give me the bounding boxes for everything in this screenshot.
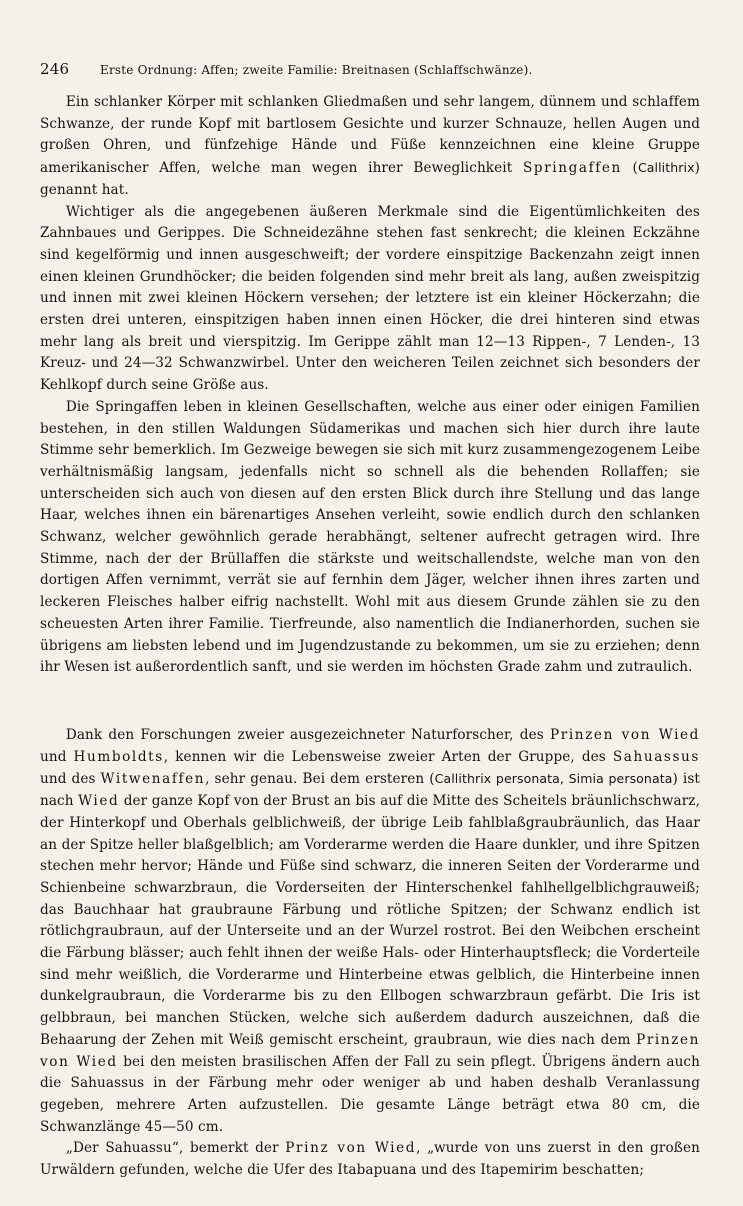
section-sahuassu (40, 725, 700, 1182)
book-page (40, 60, 700, 1206)
paragraph-sahuassu: Dank den Forschungen zweier ausgezeichneter Naturforscher, des Prinzen von Wied und Humboldts, kennen wir die Lebensweise zweier Arten der Gruppe, des Sahuassus und des Witwenaffen, sehr genau. Bei dem ersteren (Callithrix personata, Simia personata) ist nach Wied der ganze Kopf von der Brust an bis auf die Mitte des Scheitels bräunlichschwarz, der Hinterkopf und Oberhals gelblichweiß, der übrige Leib fahlblaßgraubräunlich, das Haar an der Spitze heller blaßgelblich; am Vorderarme werden die Haare dunkler, und ihre Spitzen stechen mehr hervor; Hände und Füße sind schwarz, die inneren Seiten der Vorderarme und Schienbeine schwarzbraun, die Vorderseiten der Hinterschenkel fahlhellgelblichgrauweiß; das Bauchhaar hat graubraune Färbung und rötliche Spitzen; der Schwanz endlich ist rötlichgraubraun, auf der Unterseite und an der Wurzel rostrot. Bei den Weibchen erscheint die Färbung blässer; auch fehlt ihnen der weiße Hals- oder Hinterhauptsfleck; die Vorderteile sind mehr weißlich, die Vorderarme und Hinterbeine etwas gelblich, die Hinterbeine innen dunkelgraubraun, die Vorderarme bis zu den Ellbogen schwarzbraun gefärbt. Die Iris ist gelbbraun, bei manchen Stücken, welche sich außerdem dadurch auszeichnen, daß die Behaarung der Zehen mit Weiß gemischt erscheint, graubraun, wie dies nach dem Prinzen von Wied bei den meisten brasilischen Affen der Fall zu sein pflegt. Übrigens ändern auch die Sahuassus in der Färbung mehr oder weniger ab und haben deshalb Veranlassung gegeben, mehrere Arten aufzustellen. Die gesamte Länge beträgt etwa 80 cm, die Schwanzlänge 45—50 cm. (40, 726, 700, 1135)
paragraph-anatomy: Wichtiger als die angegebenen äußeren Merkmale sind die Eigentümlichkeiten des Zahnbaues und Gerippes. Die Schneidezähne stehen fast senkrecht; die kleinen Eckzähne sind kegelförmig und innen ausgeschweift; der vordere einspitzige Backenzahn zeigt innen einen kleinen Grundhöcker; die beiden folgenden sind mehr breit als lang, außen zweispitzig und innen mit zwei kleinen Höckern versehen; der letztere ist ein kleiner Höckerzahn; die ersten drei unteren, einspitzigen haben innen einen Höcker, die drei hinteren sind etwas mehr lang als breit und vierspitzig. Im Gerippe zählt man 12—13 Rippen-, 7 Lenden-, 13 Kreuz- und 24—32 Schwanzwirbel. Unter den weicheren Teilen zeichnet sich besonders der Kehlkopf durch seine Größe aus. (40, 203, 700, 394)
species-name: Witwenaffen (100, 771, 206, 788)
running-head: Erste Ordnung: Affen; zweite Familie: Breitnasen (Schlaffschwänze). (100, 63, 533, 77)
author-name: Prinzen von Wied (40, 1031, 700, 1070)
latin-name: Callithrix personata, Simia personata (434, 771, 673, 787)
page-header (40, 60, 700, 78)
latin-name: Callithrix (637, 160, 695, 176)
paragraph-behavior: Die Springaffen leben in kleinen Gesellschaften, welche aus einer oder einigen Familien bestehen, in den stillen Waldungen Südamerikas und machen sich hier durch ihre laute Stimme sehr bemerklich. Im Gezweige bewegen sie sich mit kurz zusammengezogenem Leibe verhältnismäßig langsam, jedenfalls nicht so schnell als die behenden Rollaffen; sie unterscheiden sich auch von diesen auf den ersten Blick durch ihre Stellung und das lange Haar, welches ihnen ein bärenartiges Ansehen verleiht, sowie endlich durch den schlanken Schwanz, welcher gewöhnlich gerade herabhängt, seltener aufrecht getragen wird. Ihre Stimme, nach der der Brüllaffen die stärkste und weitschallendste, welche man von den dortigen Affen vernimmt, verrät sie auf fernhin dem Jäger, welcher ihnen ihres zarten und leckeren Fleisches halber eifrig nachstellt. Wohl mit aus diesem Grunde zählen sie zu den scheuesten Arten ihrer Familie. Tierfreunde, also namentlich die Indianerhorden, suchen sie übrigens am liebsten lebend und im Jugendzustande zu bekommen, um sie zu erziehen; denn ihr Wesen ist außerordentlich sanft, und sie werden im höchsten Grade zahm und zutraulich. (40, 398, 700, 676)
section-springaffen (40, 92, 700, 679)
paragraph-intro: Ein schlanker Körper mit schlanken Gliedmaßen und sehr langem, dünnem und schlaffem Schwanze, der runde Kopf mit bartlosem Gesichte und kurzer Schnauze, hellen Augen und großen Ohren, und fünfzehige Hände und Füße kennzeichnen eine kleine Gruppe amerikanischer Affen, welche man wegen ihrer Beweglichkeit Springaffen (Callithrix) genannt hat. (40, 94, 700, 198)
genus-name: Springaffen (522, 160, 622, 177)
species-name: Sahuassus (612, 748, 700, 765)
author-name: Wied (78, 793, 120, 810)
author-name: Prinz von Wied (285, 1140, 417, 1157)
author-name: Humboldts (73, 748, 164, 765)
section-gap (40, 703, 700, 725)
paragraph-quote: „Der Sahuassu“, bemerkt der Prinz von Wied, „wurde von uns zuerst in den großen Urwäldern gefunden, welche die Ufer des Itabapuana und des Itapemirim beschatten; (40, 1140, 700, 1179)
author-name: Prinzen von Wied (550, 726, 700, 743)
page-number: 246 (40, 60, 70, 78)
